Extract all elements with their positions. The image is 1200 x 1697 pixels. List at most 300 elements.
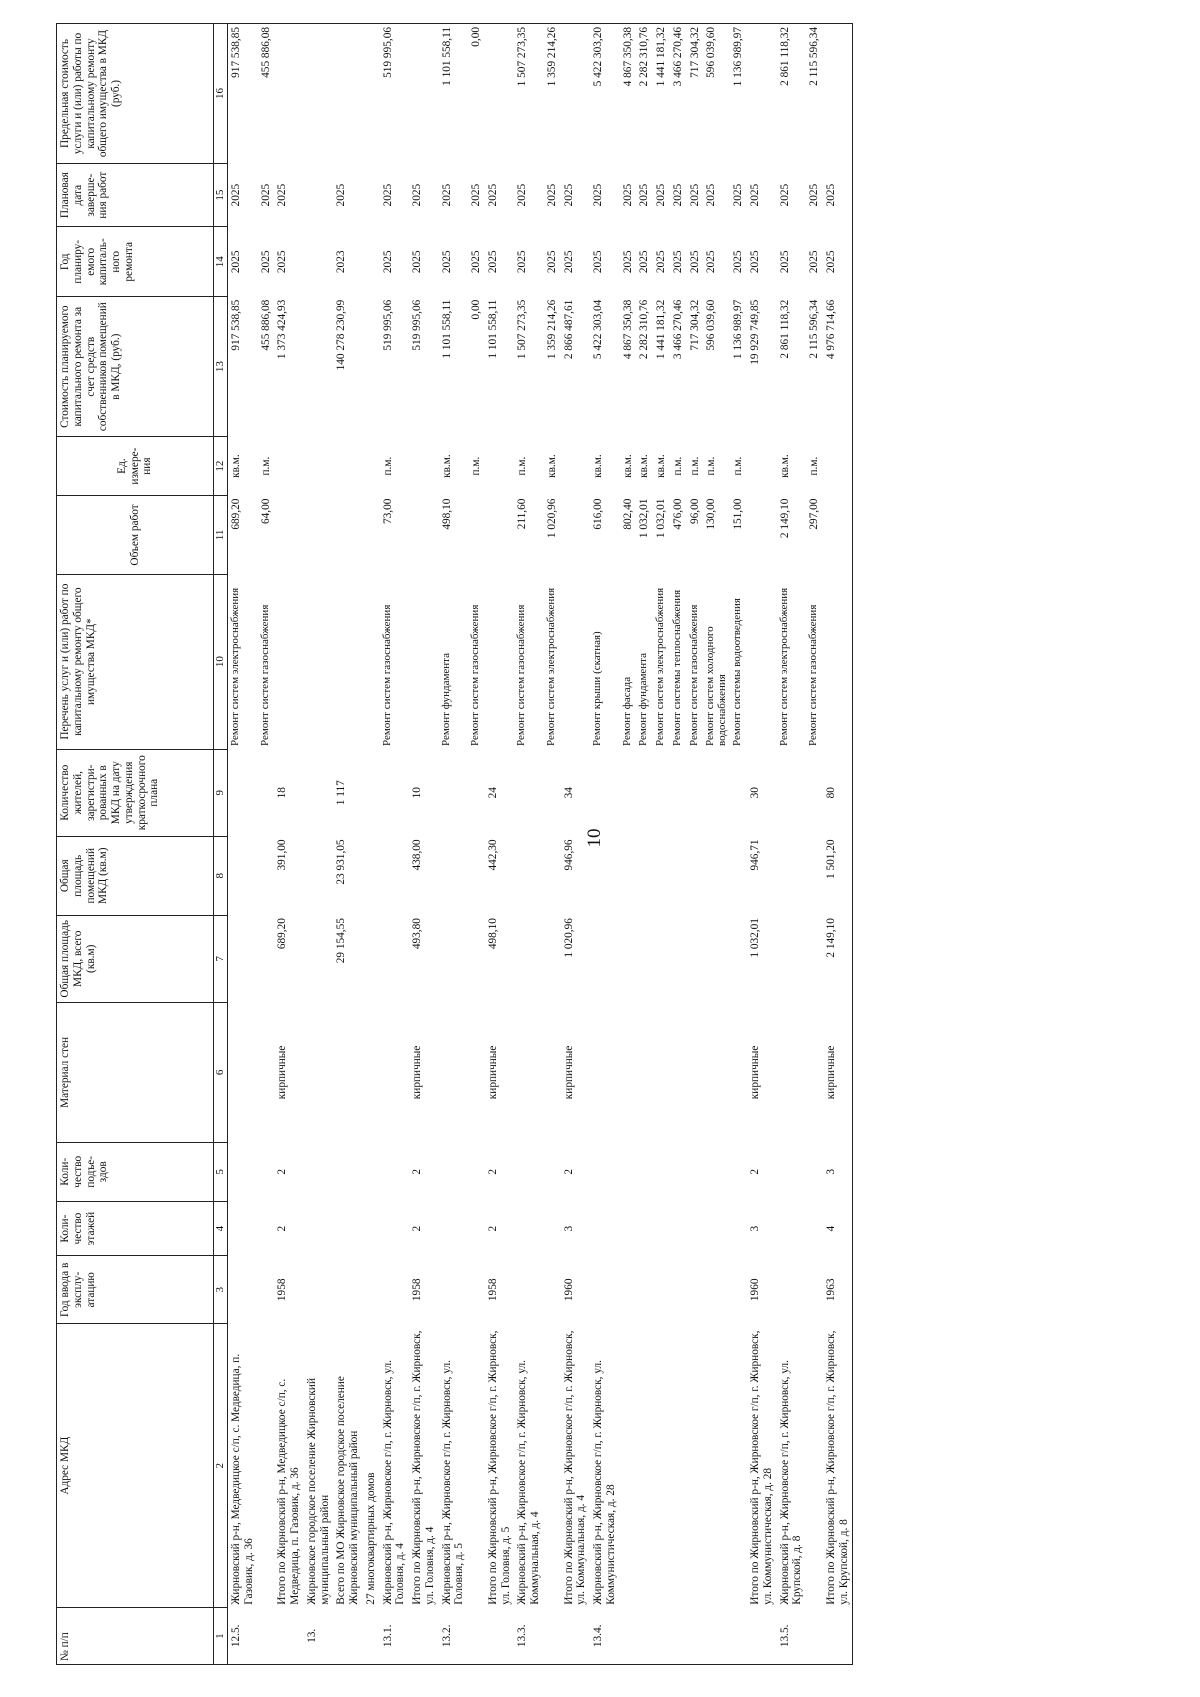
table-cell-col-7 xyxy=(703,915,730,1002)
table-cell-col-9 xyxy=(590,749,620,836)
table-cell-col-4 xyxy=(687,1201,704,1256)
table-cell-col-9 xyxy=(703,749,730,836)
table-cell-col-15: 2025 xyxy=(592,183,604,207)
table-cell-col-1 xyxy=(258,1608,275,1665)
page-number: 10 xyxy=(584,828,605,848)
table-cell-col-8 xyxy=(228,836,258,915)
table-cell-col-3 xyxy=(363,1256,380,1324)
table-cell-col-8: 1 501,20 xyxy=(823,836,853,915)
table-cell-col-16: 5 422 303,20 xyxy=(590,24,620,164)
table-cell-col-13: 19 929 749,85 xyxy=(749,299,762,365)
table-cell-col-11: 211,60 xyxy=(516,498,529,530)
table-cell-col-12: кв.м. xyxy=(621,454,634,478)
table-cell-col-8 xyxy=(544,836,561,915)
table-cell-col-4 xyxy=(439,1201,469,1256)
table-cell-col-1 xyxy=(653,1608,670,1665)
table-cell-col-8 xyxy=(620,836,637,915)
table-cell-col-4: 2 xyxy=(411,1225,423,1232)
table-cell-col-5 xyxy=(590,1142,620,1201)
table-cell-col-15: 2025 xyxy=(381,183,394,207)
table-cell-col-13: 1 373 424,93 xyxy=(276,299,289,360)
table-cell-col-7: 1 020,96 xyxy=(562,918,575,958)
table-cell-col-6 xyxy=(777,1002,807,1142)
table-cell-col-10: Ремонт систем газоснабжения xyxy=(515,604,528,747)
table-cell-col-14: 2025 xyxy=(671,250,684,274)
table-cell-col-13: 717 304,32 xyxy=(688,299,701,351)
table-cell-col-9 xyxy=(670,749,687,836)
table-cell-col-4 xyxy=(333,1201,363,1256)
table-cell-col-8 xyxy=(304,836,334,915)
table-cell-col-15: 2025 xyxy=(411,183,423,207)
table-cell-col-1 xyxy=(561,1608,591,1665)
table-cell-col-8 xyxy=(468,836,485,915)
table-cell-col-11: 616,00 xyxy=(592,498,604,530)
table-cell-col-6: кирпичные xyxy=(562,1045,575,1100)
table-row xyxy=(777,24,807,1665)
table-cell-col-5 xyxy=(439,1142,469,1201)
table-cell-col-15: 2025 xyxy=(705,183,718,207)
table-cell-col-4: 3 xyxy=(749,1225,762,1232)
table-cell-col-7 xyxy=(363,915,380,1002)
table-cell-col-9 xyxy=(363,749,380,836)
table-cell-col-10 xyxy=(363,574,380,749)
table-cell-col-2: Жирновский р-н, Медведицкое с/п, с. Медведица, п. Газовик, д. 36 xyxy=(230,1353,255,1605)
table-cell-col-5 xyxy=(468,1142,485,1201)
table-cell-col-6: кирпичные xyxy=(749,1045,762,1100)
table-cell-col-14: 2025 xyxy=(230,250,242,274)
table-cell-col-4 xyxy=(514,1201,544,1256)
table-cell-col-9: 1 117 xyxy=(335,780,348,806)
table-row xyxy=(823,24,853,1665)
table-cell-col-16: 2 115 596,34 xyxy=(806,24,823,164)
table-cell-col-8 xyxy=(703,836,730,915)
table-cell-col-4 xyxy=(544,1201,561,1256)
table-cell-col-14: 2025 xyxy=(778,250,791,274)
table-cell-col-8: 23 931,05 xyxy=(335,839,348,885)
table-cell-col-13: 917 538,85 xyxy=(230,299,242,351)
table-cell-col-9 xyxy=(304,749,334,836)
table-row xyxy=(380,24,410,1665)
table-cell-col-13: 1 507 273,35 xyxy=(516,299,529,360)
table-cell-col-7 xyxy=(439,915,469,1002)
table-cell-col-3 xyxy=(703,1256,730,1324)
table-cell-col-14: 2025 xyxy=(638,250,651,274)
table-cell-col-6 xyxy=(670,1002,687,1142)
table-cell-col-9 xyxy=(687,749,704,836)
table-cell-col-16: 917 538,85 xyxy=(228,24,258,164)
table-cell-col-5: 2 xyxy=(749,1168,762,1175)
col-header: Объем работ xyxy=(57,496,214,575)
table-cell-col-11: 151,00 xyxy=(732,498,745,530)
table-cell-col-10 xyxy=(409,574,439,749)
table-cell-col-14 xyxy=(304,227,334,297)
table-cell-col-10: Ремонт систем газоснабжения xyxy=(380,604,393,747)
table-cell-col-7: 29 154,55 xyxy=(335,918,348,964)
table-cell-col-10 xyxy=(823,574,853,749)
table-cell-col-5 xyxy=(514,1142,544,1201)
table-cell-col-9 xyxy=(777,749,807,836)
col-header: Ед. измере-ния xyxy=(57,437,214,496)
table-cell-col-1 xyxy=(363,1608,380,1665)
table-cell-col-15: 2025 xyxy=(562,183,575,207)
table-cell-col-13 xyxy=(363,297,380,437)
table-cell-col-6: кирпичные xyxy=(411,1045,423,1100)
table-row xyxy=(258,24,275,1665)
table-cell-col-1: 13.1. xyxy=(380,1608,410,1665)
table-cell-col-2: Итого по Жирновский р-н, Жирновское г/п, г. Жирновск, ул. Головня, д. 5 xyxy=(486,1330,512,1605)
table-cell-col-9 xyxy=(806,749,823,836)
table-cell-col-13: 1 441 181,32 xyxy=(655,299,667,360)
table-cell-col-7 xyxy=(544,915,561,1002)
table-cell-col-2: Итого по Жирновский р-н, Жирновское г/п, г. Жирновск, ул. Головня, д. 4 xyxy=(411,1330,436,1605)
table-cell-col-3 xyxy=(590,1256,620,1324)
table-cell-col-4: 4 xyxy=(823,1201,853,1256)
table-cell-col-10 xyxy=(561,574,591,749)
table-row xyxy=(653,24,670,1665)
table-cell-col-8 xyxy=(380,836,410,915)
table-cell-col-15: 2025 xyxy=(545,183,558,207)
table-cell-col-5 xyxy=(380,1142,410,1201)
table-cell-col-2 xyxy=(806,1324,823,1608)
table-cell-col-2: Жирновский р-н, Жирновское г/п, г. Жирновск, ул. Головня, д. 4 xyxy=(381,1360,407,1605)
table-cell-col-16 xyxy=(274,24,304,164)
table-cell-col-13: 140 278 230,99 xyxy=(335,299,348,371)
table-cell-col-14: 2025 xyxy=(655,250,667,274)
table-cell-col-15: 2025 xyxy=(638,183,651,207)
table-body xyxy=(228,24,853,1665)
table-cell-col-9 xyxy=(468,749,485,836)
table-cell-col-10 xyxy=(274,574,304,749)
table-cell-col-5 xyxy=(258,1142,275,1201)
table-cell-col-9: 18 xyxy=(276,787,289,799)
table-cell-col-5 xyxy=(363,1142,380,1201)
table-cell-col-6 xyxy=(380,1002,410,1142)
table-cell-col-15 xyxy=(304,163,334,226)
table-cell-col-3 xyxy=(380,1256,410,1324)
table-cell-col-2 xyxy=(687,1324,704,1608)
table-cell-col-16: 2 861 118,32 xyxy=(777,24,807,164)
table-cell-col-14: 2025 xyxy=(621,250,634,274)
table-cell-col-10: Ремонт систем газоснабжения xyxy=(807,604,820,747)
table-cell-col-16: 455 886,08 xyxy=(258,24,275,164)
table-cell-col-8 xyxy=(439,836,469,915)
table-cell-col-5 xyxy=(620,1142,637,1201)
table-cell-col-5 xyxy=(806,1142,823,1201)
capital-repair-plan-table xyxy=(56,23,853,1665)
table-cell-col-13: 1 136 989,97 xyxy=(732,299,745,360)
table-cell-col-11: 96,00 xyxy=(688,498,701,524)
table-cell-col-5 xyxy=(228,1142,258,1201)
table-cell-col-13: 3 466 270,46 xyxy=(671,299,684,360)
table-cell-col-5 xyxy=(653,1142,670,1201)
table-cell-col-9: 10 xyxy=(411,787,423,799)
table-cell-col-11: 802,40 xyxy=(621,498,634,530)
table-cell-col-13: 455 886,08 xyxy=(259,299,272,351)
table-cell-col-8 xyxy=(636,836,653,915)
table-cell-col-11 xyxy=(485,496,515,575)
table-cell-col-12: п.м. xyxy=(259,456,272,476)
table-cell-col-16: 1 441 181,32 xyxy=(653,24,670,164)
table-cell-col-14: 2025 xyxy=(823,227,853,297)
table-cell-col-5 xyxy=(703,1142,730,1201)
table-cell-col-13: 4 976 714,66 xyxy=(823,297,853,437)
table-cell-col-1 xyxy=(544,1608,561,1665)
table-row xyxy=(806,24,823,1665)
table-cell-col-5 xyxy=(730,1142,747,1201)
table-cell-col-2 xyxy=(636,1324,653,1608)
table-cell-col-3 xyxy=(636,1256,653,1324)
table-cell-col-8 xyxy=(590,836,620,915)
table-cell-col-16: 1 101 558,11 xyxy=(439,24,469,164)
table-cell-col-6: кирпичные xyxy=(486,1045,499,1100)
table-cell-col-3 xyxy=(544,1256,561,1324)
table-cell-col-7 xyxy=(777,915,807,1002)
table-cell-col-11: 73,00 xyxy=(381,498,394,524)
table-cell-col-12 xyxy=(747,437,777,496)
table-cell-col-14: 2025 xyxy=(486,250,499,274)
table-row xyxy=(514,24,544,1665)
table-cell-col-1 xyxy=(468,1608,485,1665)
table-cell-col-3: 1960 xyxy=(562,1278,575,1302)
table-cell-col-4 xyxy=(468,1201,485,1256)
table-cell-col-3 xyxy=(333,1256,363,1324)
table-cell-col-2 xyxy=(730,1324,747,1608)
table-cell-col-15: 2025 xyxy=(823,163,853,226)
col-number: 1 xyxy=(214,1608,228,1665)
table-cell-col-10: Ремонт систем электроснабжения xyxy=(654,587,666,747)
table-cell-col-3 xyxy=(439,1256,469,1324)
table-cell-col-4 xyxy=(620,1201,637,1256)
table-row xyxy=(363,24,380,1665)
table-cell-col-8: 946,71 xyxy=(749,839,762,871)
table-cell-col-3 xyxy=(806,1256,823,1324)
table-cell-col-8: 391,00 xyxy=(276,839,289,871)
table-cell-col-5: 2 xyxy=(276,1168,289,1175)
table-cell-col-3: 1958 xyxy=(276,1278,289,1302)
table-cell-col-14: 2025 xyxy=(440,250,453,274)
table-cell-col-15: 2025 xyxy=(470,183,482,207)
table-cell-col-12: п.м. xyxy=(470,456,482,476)
col-number: 5 xyxy=(214,1142,228,1201)
col-header: Предельная стоимость услуги и (или) работы по капитальному ремонту общего имущества в МКД (руб.) xyxy=(57,24,214,164)
table-cell-col-4: 2 xyxy=(486,1225,499,1232)
table-cell-col-8 xyxy=(653,836,670,915)
table-cell-col-1 xyxy=(687,1608,704,1665)
table-cell-col-13: 1 101 558,11 xyxy=(440,299,453,359)
table-cell-col-15: 2025 xyxy=(516,183,529,207)
col-number: 14 xyxy=(214,227,228,297)
table-cell-col-6 xyxy=(636,1002,653,1142)
table-cell-col-8: 442,30 xyxy=(486,839,499,871)
table-cell-col-3: 1958 xyxy=(486,1278,499,1302)
table-cell-col-11 xyxy=(304,496,334,575)
table-cell-col-12: кв.м. xyxy=(778,454,791,478)
table-cell-col-5 xyxy=(333,1142,363,1201)
table-cell-col-4 xyxy=(703,1201,730,1256)
table-cell-col-15: 2025 xyxy=(230,183,242,207)
table-row xyxy=(561,24,591,1665)
table-cell-col-15: 2025 xyxy=(259,183,272,207)
table-cell-col-16 xyxy=(333,24,363,164)
table-cell-col-11 xyxy=(823,496,853,575)
table-cell-col-10 xyxy=(747,574,777,749)
table-cell-col-13: 1 101 558,11 xyxy=(486,299,499,359)
table-cell-col-16: 1 507 273,35 xyxy=(514,24,544,164)
table-cell-col-3 xyxy=(514,1256,544,1324)
table-cell-col-12: кв.м. xyxy=(230,454,242,478)
table-cell-col-10: Ремонт крыши (скатная) xyxy=(591,631,603,747)
table-cell-col-7 xyxy=(730,915,747,1002)
table-cell-col-5 xyxy=(636,1142,653,1201)
table-cell-col-11: 1 032,01 xyxy=(638,498,651,539)
table-cell-col-2: Итого по Жирновский р-н, Жирновское г/п, г. Жирновск, ул. Коммунистическая, д. 28 xyxy=(749,1330,774,1605)
table-cell-col-10: Ремонт систем электроснабжения xyxy=(544,587,557,747)
table-cell-col-11 xyxy=(363,496,380,575)
table-cell-col-15: 2025 xyxy=(671,183,684,207)
col-number: 13 xyxy=(214,297,228,437)
table-cell-col-9: 34 xyxy=(562,787,575,799)
table-cell-col-15: 2025 xyxy=(778,183,791,207)
table-cell-col-5: 2 xyxy=(486,1168,499,1175)
col-header: Перечень услуг и (или) работ по капитальному ремонту общего имущества МКД* xyxy=(57,574,214,749)
table-cell-col-5 xyxy=(304,1142,334,1201)
table-cell-col-6: кирпичные xyxy=(276,1045,289,1100)
table-cell-col-4 xyxy=(730,1201,747,1256)
table-cell-col-12: п.м. xyxy=(688,456,701,476)
table-cell-col-7: 498,10 xyxy=(486,918,499,950)
table-cell-col-12 xyxy=(409,437,439,496)
table-row xyxy=(590,24,620,1665)
table-cell-col-1: 13. xyxy=(304,1608,334,1665)
table-row xyxy=(687,24,704,1665)
table-cell-col-12: п.м. xyxy=(516,456,529,476)
table-cell-col-13: 2 866 487,61 xyxy=(562,299,575,360)
table-cell-col-14: 2025 xyxy=(562,250,575,274)
table-cell-col-10 xyxy=(485,574,515,749)
table-cell-col-3 xyxy=(670,1256,687,1324)
table-cell-col-5 xyxy=(544,1142,561,1201)
table-cell-col-12: п.м. xyxy=(732,456,745,476)
table-cell-col-4 xyxy=(258,1201,275,1256)
table-cell-col-16: 4 867 350,38 xyxy=(620,24,637,164)
table-cell-col-4 xyxy=(653,1201,670,1256)
table-cell-col-10: Ремонт систем газоснабжения xyxy=(469,604,481,747)
column-number-row xyxy=(214,24,228,1665)
table-cell-col-2: Жирновское городское поселение Жирновский муниципальный район xyxy=(305,1378,331,1605)
table-cell-col-12 xyxy=(304,437,334,496)
table-cell-col-9 xyxy=(380,749,410,836)
table-cell-col-12: п.м. xyxy=(705,456,718,476)
table-cell-col-11: 1 032,01 xyxy=(655,498,667,539)
table-cell-col-4: 3 xyxy=(562,1225,575,1232)
table-cell-col-9 xyxy=(653,749,670,836)
table-cell-col-3 xyxy=(687,1256,704,1324)
table-cell-col-7 xyxy=(806,915,823,1002)
table-cell-col-2: Жирновский р-н, Жирновское г/п, г. Жирновск, ул. Крупской, д. 8 xyxy=(778,1360,804,1605)
table-row xyxy=(636,24,653,1665)
table-cell-col-16 xyxy=(823,24,853,164)
table-row xyxy=(747,24,777,1665)
table-cell-col-7 xyxy=(514,915,544,1002)
table-cell-col-11: 689,20 xyxy=(230,498,242,530)
table-cell-col-9 xyxy=(636,749,653,836)
table-cell-col-3: 1958 xyxy=(411,1278,423,1302)
table-cell-col-10: Ремонт фундамента xyxy=(439,652,452,747)
table-cell-col-6 xyxy=(514,1002,544,1142)
table-cell-col-6: кирпичные xyxy=(823,1002,853,1142)
table-cell-col-1 xyxy=(274,1608,304,1665)
table-cell-col-2: 27 многоквартирных домов xyxy=(364,1472,377,1605)
table-cell-col-12 xyxy=(333,437,363,496)
table-cell-col-15: 2025 xyxy=(335,183,348,207)
table-cell-col-16: 3 466 270,46 xyxy=(670,24,687,164)
table-cell-col-5: 2 xyxy=(411,1168,423,1175)
table-cell-col-14: 2025 xyxy=(688,250,701,274)
table-cell-col-10: Ремонт фасада xyxy=(620,676,633,747)
table-row xyxy=(544,24,561,1665)
table-cell-col-10: Ремонт системы водоотведения xyxy=(731,598,744,747)
col-number: 7 xyxy=(214,915,228,1002)
table-cell-col-4 xyxy=(670,1201,687,1256)
table-cell-col-12: кв.м. xyxy=(440,454,453,478)
table-cell-col-2 xyxy=(703,1324,730,1608)
table-cell-col-5: 2 xyxy=(562,1168,575,1175)
table-cell-col-3: 1963 xyxy=(823,1256,853,1324)
table-row xyxy=(468,24,485,1665)
table-cell-col-13: 1 359 214,26 xyxy=(545,299,558,360)
table-cell-col-11: 297,00 xyxy=(808,498,821,530)
table-cell-col-16 xyxy=(409,24,439,164)
col-header: Год ввода в эксплу-атацию xyxy=(57,1256,214,1324)
table-cell-col-13: 596 039,60 xyxy=(705,299,718,351)
col-header: № п/п xyxy=(57,1608,214,1665)
table-cell-col-1 xyxy=(333,1608,363,1665)
table-cell-col-10: Ремонт системы теплоснабжения xyxy=(670,589,683,747)
table-row xyxy=(439,24,469,1665)
table-cell-col-14: 2025 xyxy=(592,250,604,274)
table-cell-col-4 xyxy=(806,1201,823,1256)
table-cell-col-9 xyxy=(544,749,561,836)
table-cell-col-2 xyxy=(670,1324,687,1608)
table-cell-col-16 xyxy=(363,24,380,164)
table-cell-col-9: 80 xyxy=(823,749,853,836)
table-row xyxy=(274,24,304,1665)
table-cell-col-1: 13.2. xyxy=(439,1608,469,1665)
table-cell-col-11: 498,10 xyxy=(440,498,453,530)
table-cell-col-6 xyxy=(228,1002,258,1142)
table-cell-col-9 xyxy=(620,749,637,836)
table-cell-col-16 xyxy=(747,24,777,164)
col-header: Стоимость планируемого капитального ремонта за счет средств собственников помещений в МКД, (руб.) xyxy=(57,297,214,437)
table-cell-col-16: 0,00 xyxy=(468,24,485,164)
table-cell-col-14: 2025 xyxy=(749,250,762,274)
table-cell-col-3 xyxy=(653,1256,670,1324)
table-cell-col-1: 12.5. xyxy=(228,1608,258,1665)
table-cell-col-15: 2025 xyxy=(621,183,634,207)
table-cell-col-6 xyxy=(730,1002,747,1142)
table-cell-col-7: 493,80 xyxy=(411,918,423,950)
table-cell-col-1: 13.4. xyxy=(590,1608,620,1665)
col-number: 8 xyxy=(214,836,228,915)
table-cell-col-14: 2023 xyxy=(335,250,348,274)
table-cell-col-7 xyxy=(620,915,637,1002)
table-cell-col-13: 4 867 350,38 xyxy=(621,299,634,360)
table-cell-col-3 xyxy=(258,1256,275,1324)
table-cell-col-12: п.м. xyxy=(671,456,684,476)
table-cell-col-13: 519 995,06 xyxy=(411,299,423,351)
table-cell-col-1 xyxy=(730,1608,747,1665)
table-cell-col-12: кв.м. xyxy=(545,454,558,478)
